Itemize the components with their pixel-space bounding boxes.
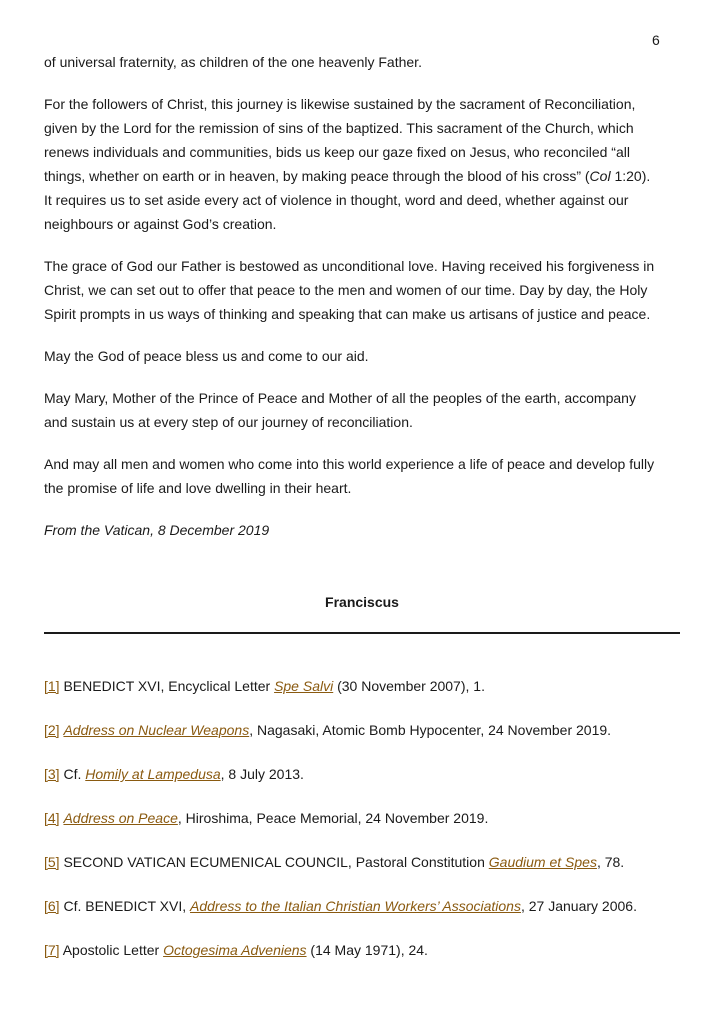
footnote-ref-link[interactable]: [6] <box>44 898 60 914</box>
paragraph-line: of universal fraternity, as children of the one heavenly Father. <box>44 54 422 70</box>
page-number: 6 <box>652 32 660 48</box>
footnote-2 <box>44 720 611 740</box>
paragraph-line: Christ, we can set out to offer that peace to the men and women of our time. Day by day, the Holy <box>44 282 648 298</box>
paragraph-line: For the followers of Christ, this journey is likewise sustained by the sacrament of Reconciliation, <box>44 96 636 112</box>
scripture-ref: Col <box>589 168 611 184</box>
paragraph-line: It requires us to set aside every act of violence in thought, word and deed, whether against our <box>44 192 629 208</box>
paragraph-1 <box>44 50 694 74</box>
footnote-title-link[interactable]: Gaudium et Spes <box>488 854 597 870</box>
footnote-ref-link[interactable]: [4] <box>44 810 60 826</box>
footnote-text: Cf. BENEDICT XVI, <box>59 898 191 914</box>
footnote-title-link[interactable]: Homily at Lampedusa <box>85 766 221 782</box>
paragraph-line: Spirit prompts in us ways of thinking and speaking that can make us artisans of justice and peace. <box>44 306 651 322</box>
paragraph-line: and sustain us at every step of our journey of reconciliation. <box>44 414 413 430</box>
footnote-text: , 8 July 2013. <box>220 766 304 782</box>
footnote-text: SECOND VATICAN ECUMENICAL COUNCIL, Pastoral Constitution <box>59 854 489 870</box>
footnote-title-link[interactable]: Address on Nuclear Weapons <box>63 722 250 738</box>
footnote-ref-link[interactable]: [2] <box>44 722 60 738</box>
footnote-text: , Nagasaki, Atomic Bomb Hypocenter, 24 November 2019. <box>249 722 612 738</box>
scripture-ref-rest: 1:20). <box>610 168 651 184</box>
footnote-divider <box>44 632 680 634</box>
footnote-text: BENEDICT XVI, Encyclical Letter <box>59 678 275 694</box>
footnote-text: (14 May 1971), 24. <box>306 942 428 958</box>
paragraph-5 <box>44 386 694 434</box>
paragraph-line: the promise of life and love dwelling in their heart. <box>44 480 352 496</box>
paragraph-line: May Mary, Mother of the Prince of Peace and Mother of all the peoples of the earth, accompany <box>44 390 636 406</box>
footnote-text: (30 November 2007), 1. <box>333 678 485 694</box>
footnote-1 <box>44 676 485 696</box>
footnote-title-link[interactable]: Octogesima Adveniens <box>163 942 307 958</box>
paragraph-line: given by the Lord for the remission of sins of the baptized. This sacrament of the Church, which <box>44 120 634 136</box>
footnote-ref-link[interactable]: [5] <box>44 854 60 870</box>
paragraph-line-with-ref <box>44 164 694 188</box>
footnote-3 <box>44 764 304 784</box>
footnote-6 <box>44 896 637 916</box>
paragraph-3 <box>44 254 694 326</box>
paragraph-line: May the God of peace bless us and come to our aid. <box>44 348 369 364</box>
paragraph-line: And may all men and women who come into this world experience a life of peace and develop fully <box>44 456 655 472</box>
footnote-7 <box>44 940 428 960</box>
footnote-text: , Hiroshima, Peace Memorial, 24 November 2019. <box>177 810 489 826</box>
paragraph-line: The grace of God our Father is bestowed as unconditional love. Having received his forgiveness in <box>44 258 655 274</box>
footnote-text: Apostolic Letter <box>59 942 164 958</box>
paragraph-6 <box>44 452 694 500</box>
paragraph-line: neighbours or against God’s creation. <box>44 216 277 232</box>
paragraph-line-text: things, whether on earth or in heaven, by making peace through the blood of his cross” ( <box>44 168 590 184</box>
footnote-ref-link[interactable]: [1] <box>44 678 60 694</box>
footnote-title-link[interactable]: Spe Salvi <box>274 678 334 694</box>
paragraph-2 <box>44 92 694 236</box>
footnote-ref-link[interactable]: [7] <box>44 942 60 958</box>
paragraph-4 <box>44 344 694 368</box>
footnote-5 <box>44 852 624 872</box>
paragraph-line: renews individuals and communities, bids us keep our gaze fixed on Jesus, who reconciled “all <box>44 144 630 160</box>
footnote-text: , 78. <box>596 854 625 870</box>
footnote-title-link[interactable]: Address to the Italian Christian Workers’ Associations <box>190 898 521 914</box>
signature: Franciscus <box>325 594 399 610</box>
footnote-text: , 27 January 2006. <box>520 898 637 914</box>
footnote-title-link[interactable]: Address on Peace <box>63 810 178 826</box>
dateline: From the Vatican, 8 December 2019 <box>44 522 270 538</box>
footnote-4 <box>44 808 488 828</box>
footnote-text: Cf. <box>59 766 86 782</box>
footnote-ref-link[interactable]: [3] <box>44 766 60 782</box>
